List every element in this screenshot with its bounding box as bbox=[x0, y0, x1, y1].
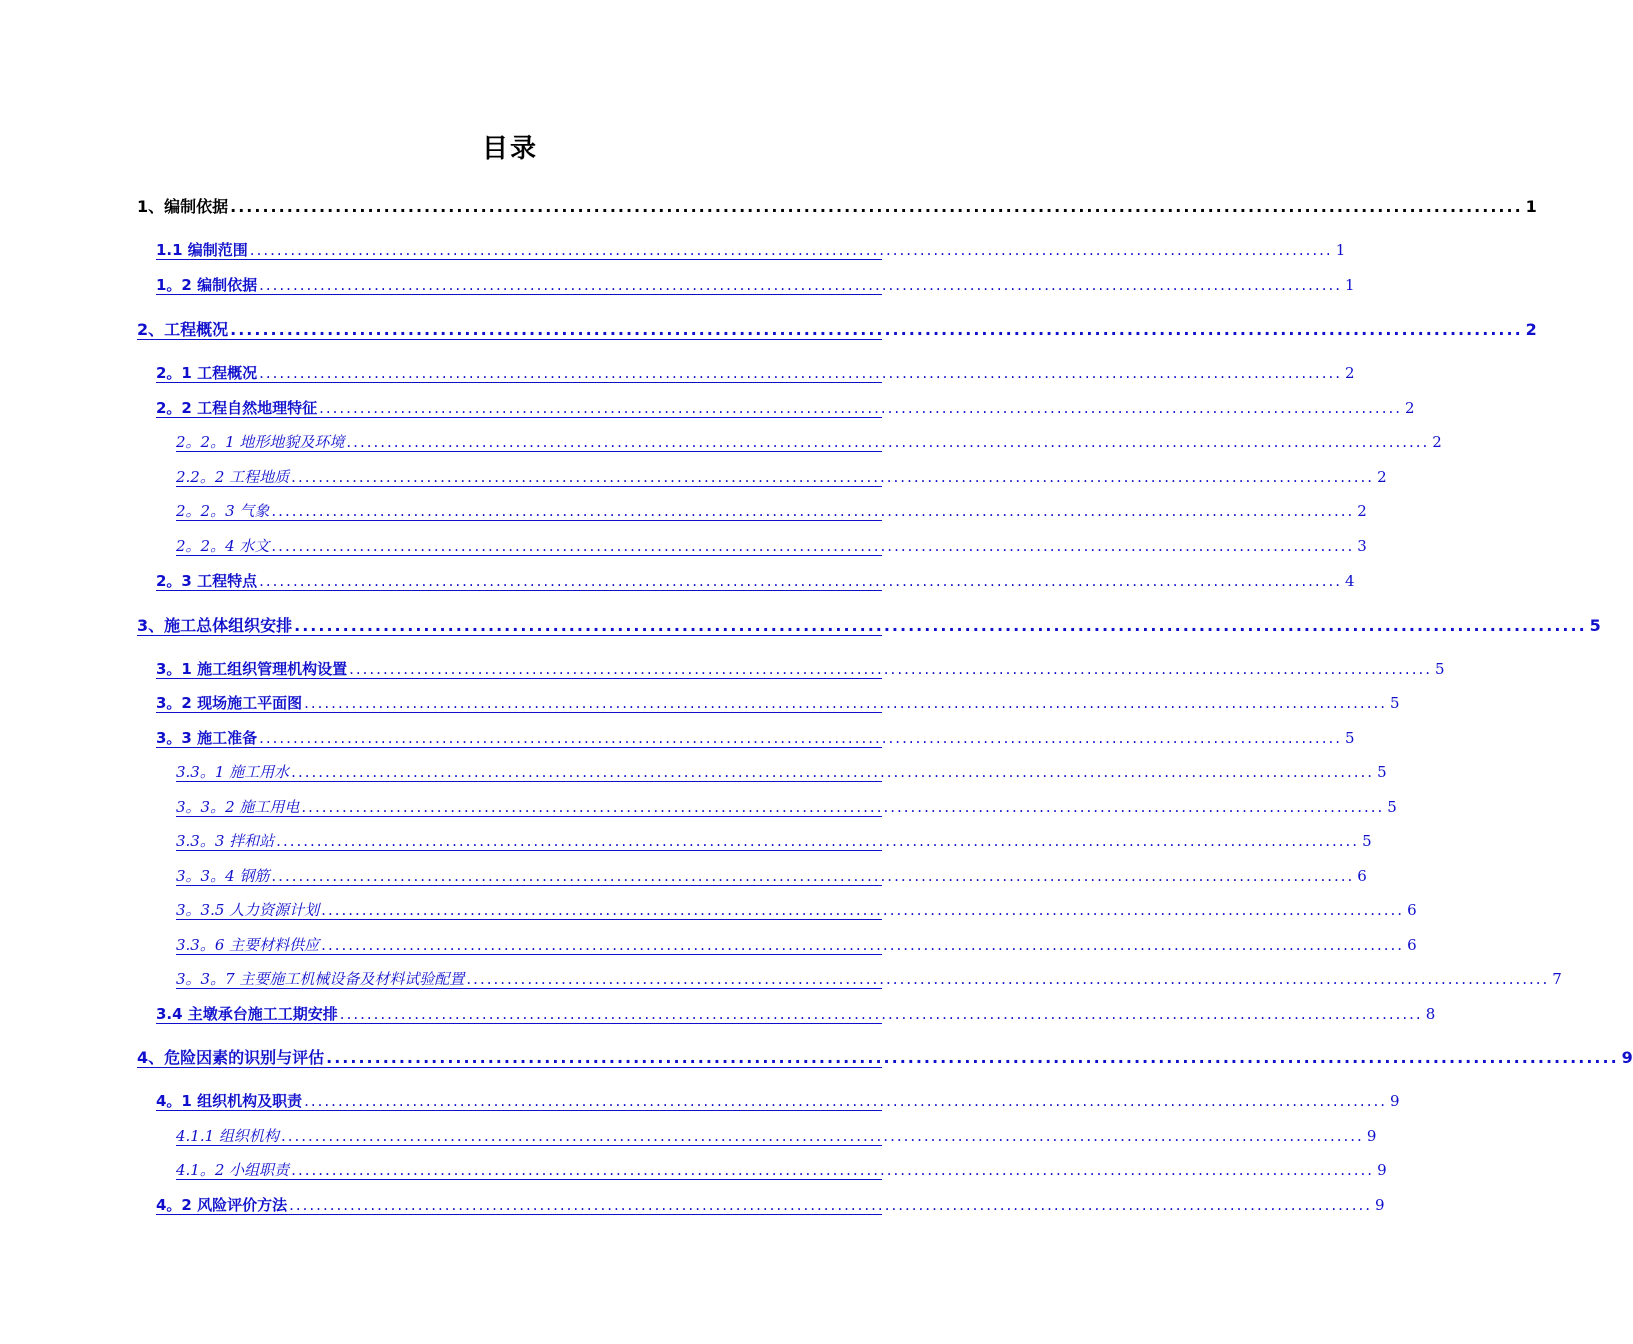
toc-entry[interactable]: 3。3 施工准备 ................................................................................................................................................................ 5 bbox=[156, 729, 1355, 747]
toc-entry-page: 6 bbox=[1407, 901, 1417, 919]
toc-entry-label: 3。3 施工准备 bbox=[156, 729, 258, 747]
toc-entry-label: 4.1。2 小组职责 bbox=[176, 1161, 290, 1179]
toc-entry-page: 2 bbox=[1525, 320, 1537, 339]
toc-entry[interactable]: 4、危险因素的识别与评估 ................................................................................................................................................................ 9 bbox=[137, 1048, 1633, 1067]
toc-entry[interactable]: 3。3。7 主要施工机械设备及材料试验配置 ................................................................................................................................................................ 7 bbox=[176, 970, 1562, 988]
toc-entry-label: 4、危险因素的识别与评估 bbox=[137, 1048, 325, 1067]
toc-entry-label: 2。2 工程自然地理特征 bbox=[156, 399, 318, 417]
toc-entry-page: 2 bbox=[1432, 433, 1442, 451]
toc-entry-page: 5 bbox=[1387, 798, 1397, 816]
toc-entry-page: 4 bbox=[1345, 572, 1355, 590]
toc-entry-page: 5 bbox=[1362, 832, 1372, 850]
toc-entry-page: 2 bbox=[1405, 399, 1415, 417]
toc-entry[interactable]: 4.1.1 组织机构 ................................................................................................................................................................ 9 bbox=[176, 1127, 1377, 1145]
toc-entry[interactable]: 2。1 工程概况 ................................................................................................................................................................ 2 bbox=[156, 364, 1355, 382]
toc-entry-label: 3.4 主墩承台施工工期安排 bbox=[156, 1005, 338, 1023]
toc-entry-page: 1 bbox=[1345, 276, 1355, 294]
toc-entry-label: 3.3。6 主要材料供应 bbox=[176, 936, 320, 954]
toc-title: 目录 bbox=[481, 134, 538, 164]
toc-entry-page: 5 bbox=[1345, 729, 1355, 747]
toc-entry-page: 6 bbox=[1357, 867, 1367, 885]
toc-entry-page: 9 bbox=[1390, 1092, 1400, 1110]
toc-entry-page: 5 bbox=[1435, 660, 1445, 678]
toc-entry-page: 9 bbox=[1366, 1127, 1377, 1145]
toc-entry-label: 3。3。2 施工用电 bbox=[176, 798, 300, 816]
toc-entry[interactable]: 3。3.5 人力资源计划 ................................................................................................................................................................ 6 bbox=[176, 901, 1417, 919]
toc-entry-label: 3。3。7 主要施工机械设备及材料试验配置 bbox=[176, 970, 465, 988]
toc-entry-page: 1 bbox=[1525, 197, 1537, 216]
toc-entry[interactable]: 1.1 编制范围 ................................................................................................................................................................ 1 bbox=[156, 241, 1346, 259]
toc-entry-label: 1。2 编制依据 bbox=[156, 276, 258, 294]
toc-entry-page: 2 bbox=[1345, 364, 1355, 382]
toc-entry-label: 2。3 工程特点 bbox=[156, 572, 258, 590]
toc-entry[interactable]: 3.4 主墩承台施工工期安排 ................................................................................................................................................................ 8 bbox=[156, 1005, 1436, 1023]
toc-entry-label: 3。3。4 钢筋 bbox=[176, 867, 270, 885]
toc-entry-label: 2。2。4 水文 bbox=[176, 537, 270, 555]
toc-entry[interactable]: 2.2。2 工程地质 ................................................................................................................................................................ 2 bbox=[176, 468, 1387, 486]
toc-entry[interactable]: 2。2。4 水文 ................................................................................................................................................................ 3 bbox=[176, 537, 1367, 555]
toc-entry-label: 1、编制依据 bbox=[137, 197, 229, 216]
toc-entry[interactable]: 2。3 工程特点 ................................................................................................................................................................ 4 bbox=[156, 572, 1355, 590]
toc-entry-page: 5 bbox=[1390, 694, 1400, 712]
toc-entry-label: 4。2 风险评价方法 bbox=[156, 1196, 288, 1214]
toc-entry[interactable]: 2。2。1 地形地貌及环境 ................................................................................................................................................................ 2 bbox=[176, 433, 1442, 451]
toc-entry[interactable]: 4.1。2 小组职责 ................................................................................................................................................................ 9 bbox=[176, 1161, 1387, 1179]
toc-entry-label: 3.3。1 施工用水 bbox=[176, 763, 290, 781]
toc-entry-label: 4.1.1 组织机构 bbox=[176, 1127, 279, 1145]
toc-entry[interactable]: 4。2 风险评价方法 ................................................................................................................................................................ 9 bbox=[156, 1196, 1385, 1214]
toc-entry-label: 3、施工总体组织安排 bbox=[137, 616, 293, 635]
toc-entry[interactable]: 3.3。3 拌和站 ................................................................................................................................................................ 5 bbox=[176, 832, 1372, 850]
toc-entry[interactable]: 3、施工总体组织安排 ................................................................................................................................................................ 5 bbox=[137, 616, 1601, 635]
toc-entry-page: 5 bbox=[1589, 616, 1601, 635]
toc-entry-label: 1.1 编制范围 bbox=[156, 241, 248, 259]
toc-entry[interactable]: 2、工程概况 ................................................................................................................................................................ 2 bbox=[137, 320, 1537, 339]
toc-entry[interactable]: 2。2 工程自然地理特征 ................................................................................................................................................................ 2 bbox=[156, 399, 1415, 417]
toc-entry-page: 6 bbox=[1407, 936, 1417, 954]
toc-entry-page: 9 bbox=[1621, 1048, 1633, 1067]
toc-entry[interactable]: 3。1 施工组织管理机构设置 ................................................................................................................................................................ 5 bbox=[156, 660, 1445, 678]
toc-entry[interactable]: 3。3。2 施工用电 ................................................................................................................................................................ 5 bbox=[176, 798, 1397, 816]
toc-entry-label: 2.2。2 工程地质 bbox=[176, 468, 290, 486]
toc-entry-label: 2。2。3 气象 bbox=[176, 502, 270, 520]
toc-entry[interactable]: 4。1 组织机构及职责 ................................................................................................................................................................ 9 bbox=[156, 1092, 1400, 1110]
toc-entry-page: 9 bbox=[1375, 1196, 1385, 1214]
toc-entry[interactable]: 3.3。6 主要材料供应 ................................................................................................................................................................ 6 bbox=[176, 936, 1417, 954]
toc-entry-label: 2。1 工程概况 bbox=[156, 364, 258, 382]
toc-entry-page: 7 bbox=[1552, 970, 1562, 988]
toc-entry[interactable]: 3。2 现场施工平面图 ................................................................................................................................................................ 5 bbox=[156, 694, 1400, 712]
toc-entry-label: 3.3。3 拌和站 bbox=[176, 832, 275, 850]
toc-entry-label: 3。1 施工组织管理机构设置 bbox=[156, 660, 348, 678]
toc-entry-page: 2 bbox=[1357, 502, 1367, 520]
toc-entry-page: 9 bbox=[1377, 1161, 1387, 1179]
toc-entry-label: 4。1 组织机构及职责 bbox=[156, 1092, 303, 1110]
toc-entry-page: 5 bbox=[1377, 763, 1387, 781]
toc-entry-page: 8 bbox=[1425, 1005, 1436, 1023]
toc-entry-page: 3 bbox=[1357, 537, 1367, 555]
toc-entry-page: 1 bbox=[1335, 241, 1346, 259]
toc-entry-label: 2、工程概况 bbox=[137, 320, 229, 339]
toc-entry[interactable]: 3.3。1 施工用水 ................................................................................................................................................................ 5 bbox=[176, 763, 1387, 781]
toc-entry[interactable]: 1。2 编制依据 ................................................................................................................................................................ 1 bbox=[156, 276, 1355, 294]
toc-entry-label: 3。3.5 人力资源计划 bbox=[176, 901, 320, 919]
toc-entry[interactable]: 3。3。4 钢筋 ................................................................................................................................................................ 6 bbox=[176, 867, 1367, 885]
toc-entry[interactable]: 2。2。3 气象 ................................................................................................................................................................ 2 bbox=[176, 502, 1367, 520]
toc-entry-label: 2。2。1 地形地貌及环境 bbox=[176, 433, 345, 451]
toc-entry-label: 3。2 现场施工平面图 bbox=[156, 694, 303, 712]
toc-entry-page: 2 bbox=[1377, 468, 1387, 486]
toc-entry[interactable]: 1、编制依据 ................................................................................................................................................................ 1 bbox=[137, 197, 1537, 216]
